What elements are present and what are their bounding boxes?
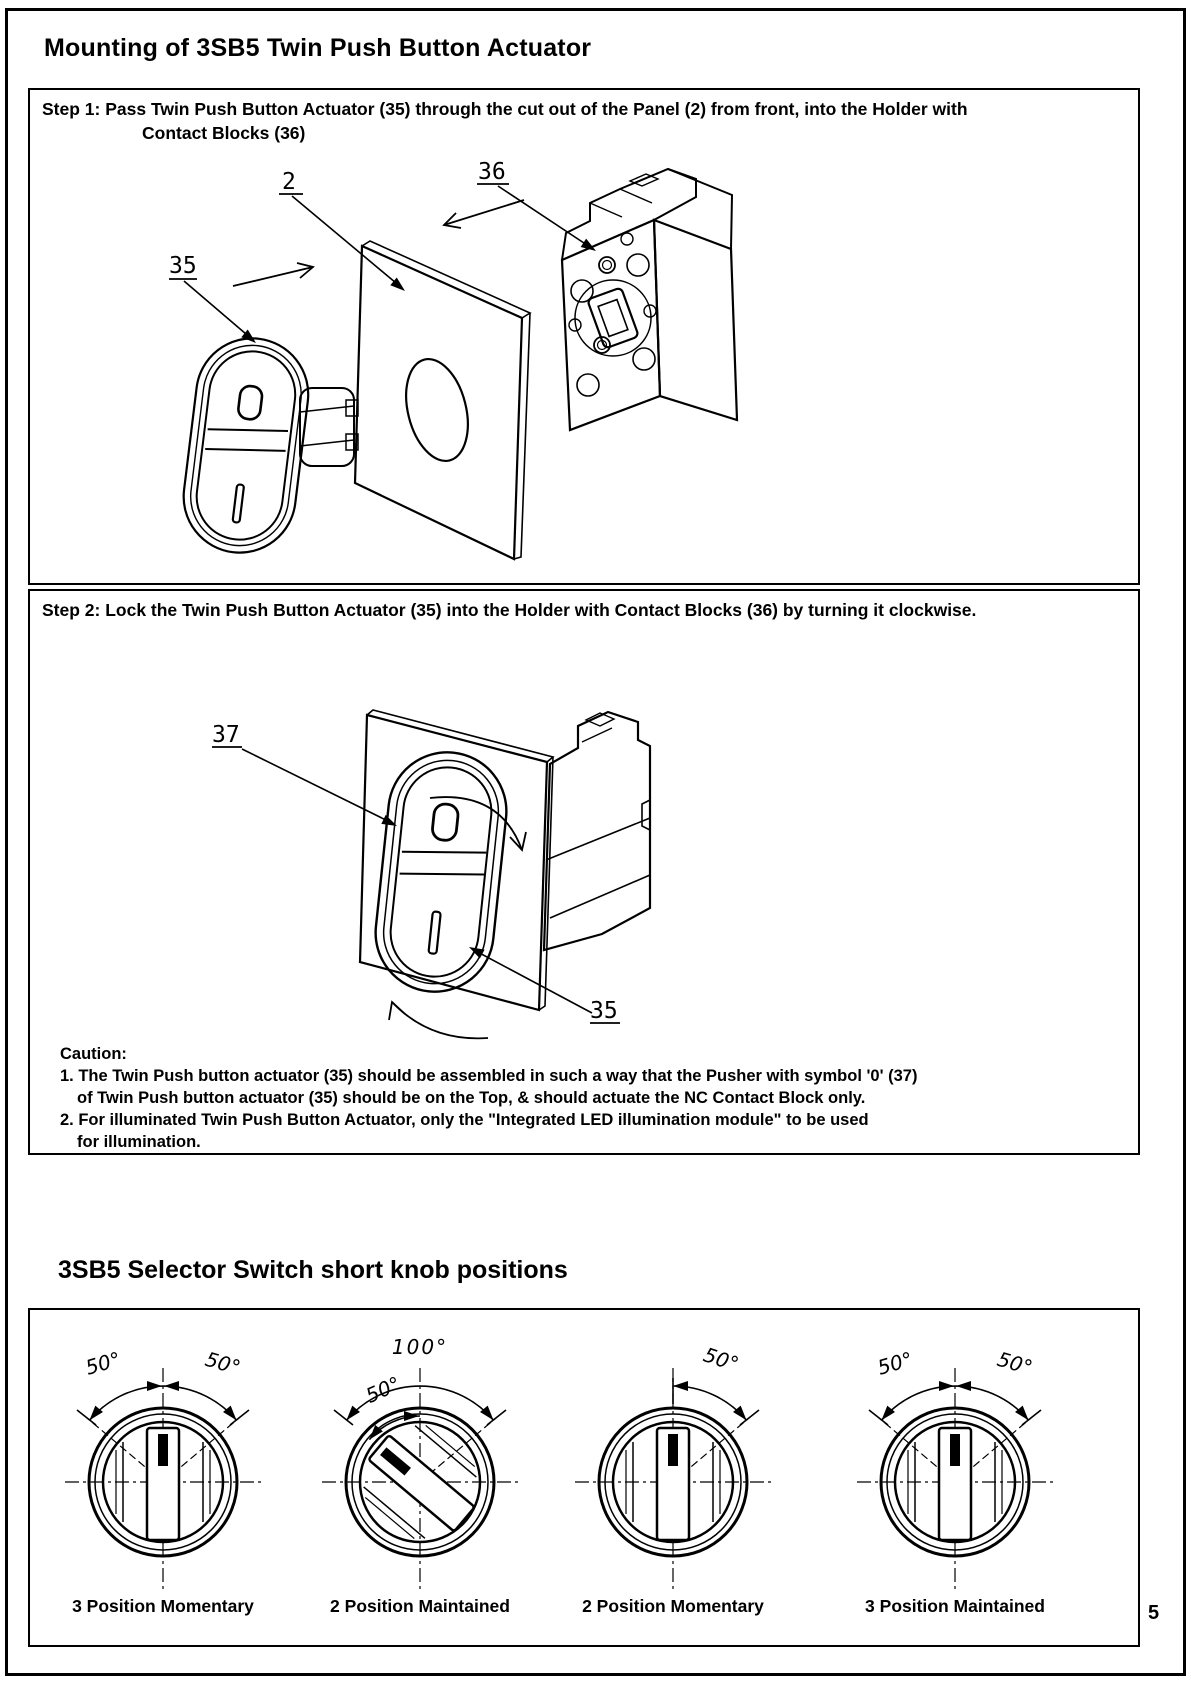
step1-panel bbox=[28, 88, 1140, 585]
step1-drawing bbox=[30, 153, 1138, 583]
label-pusher: 37 bbox=[212, 722, 240, 748]
step1-heading-line2: Contact Blocks (36) bbox=[142, 122, 306, 143]
angle-label: 100° bbox=[391, 1335, 449, 1359]
knob-caption: 2 Position Momentary bbox=[582, 1596, 764, 1616]
angle-label: 50° bbox=[202, 1346, 244, 1380]
step2-panel bbox=[28, 589, 1140, 1155]
knob-drawing bbox=[31, 1324, 295, 1592]
knob-drawing bbox=[288, 1324, 552, 1592]
knob-3pos-maintained bbox=[820, 1324, 1090, 1617]
label-pusher-callout bbox=[212, 722, 399, 830]
panel-drawing bbox=[360, 710, 553, 1010]
caution-line: of Twin Push button actuator (35) should be on the Top, & should actuate the NC Contact Block only. bbox=[77, 1089, 866, 1108]
knob-3pos-momentary bbox=[28, 1324, 298, 1617]
angle-label: 50° bbox=[362, 1371, 405, 1408]
actuator-drawing bbox=[177, 332, 314, 559]
angle-label: 50° bbox=[994, 1346, 1036, 1380]
caution-title: Caution: bbox=[60, 1045, 127, 1063]
knob-caption: 3 Position Momentary bbox=[72, 1596, 254, 1616]
label-panel-callout bbox=[279, 169, 408, 295]
pusher-1-symbol bbox=[428, 911, 440, 954]
pusher-0-symbol bbox=[431, 803, 459, 841]
selector-section-title: 3SB5 Selector Switch short knob positions bbox=[58, 1256, 568, 1284]
panel-drawing bbox=[355, 241, 530, 559]
pusher-1-symbol bbox=[233, 484, 245, 523]
angle-label: 50° bbox=[700, 1342, 742, 1377]
label-panel: 2 bbox=[282, 169, 296, 195]
knob-2pos-maintained bbox=[285, 1324, 555, 1617]
page-number: 5 bbox=[1148, 1602, 1160, 1624]
label-actuator: 35 bbox=[590, 998, 618, 1024]
panel-cutout bbox=[396, 353, 477, 468]
page-title: Mounting of 3SB5 Twin Push Button Actuator bbox=[44, 34, 592, 62]
knob-2pos-momentary bbox=[538, 1324, 808, 1617]
angle-label: 50° bbox=[82, 1346, 124, 1380]
knob-drawing bbox=[541, 1324, 805, 1592]
label-actuator-callout bbox=[169, 253, 259, 347]
rotate-arrow-bottom-icon bbox=[389, 1002, 488, 1038]
assembly-arrow-left-icon bbox=[444, 200, 524, 228]
step2-drawing bbox=[30, 650, 1138, 1045]
assembly-arrow-right-icon bbox=[233, 263, 313, 286]
label-holder: 36 bbox=[478, 159, 506, 185]
caution-line: 2. For illuminated Twin Push Button Actuator, only the "Integrated LED illumination module" to be used bbox=[60, 1111, 869, 1130]
knob-caption: 3 Position Maintained bbox=[865, 1596, 1045, 1616]
caution-line: 1. The Twin Push button actuator (35) should be assembled in such a way that the Pusher with symbol '0' (37) bbox=[60, 1067, 918, 1086]
caution-line: for illumination. bbox=[77, 1133, 201, 1152]
step2-heading: Step 2: Lock the Twin Push Button Actuator (35) into the Holder with Contact Blocks (36) by turning it clockwise. bbox=[42, 600, 977, 620]
angle-label: 50° bbox=[874, 1346, 916, 1380]
selector-positions-panel bbox=[28, 1308, 1140, 1647]
holder-drawing bbox=[562, 169, 737, 430]
label-actuator: 35 bbox=[169, 253, 197, 279]
pusher-0-symbol bbox=[237, 385, 263, 420]
caution-block bbox=[60, 1043, 917, 1154]
label-holder-callout bbox=[477, 159, 599, 255]
knob-drawing bbox=[823, 1324, 1087, 1592]
step1-heading-line1: Step 1: Pass Twin Push Button Actuator (35) through the cut out of the Panel (2) from front, into the Holder with bbox=[42, 99, 968, 119]
holder-drawing bbox=[544, 712, 650, 950]
step1-heading bbox=[30, 90, 1138, 145]
knob-caption: 2 Position Maintained bbox=[330, 1596, 510, 1616]
